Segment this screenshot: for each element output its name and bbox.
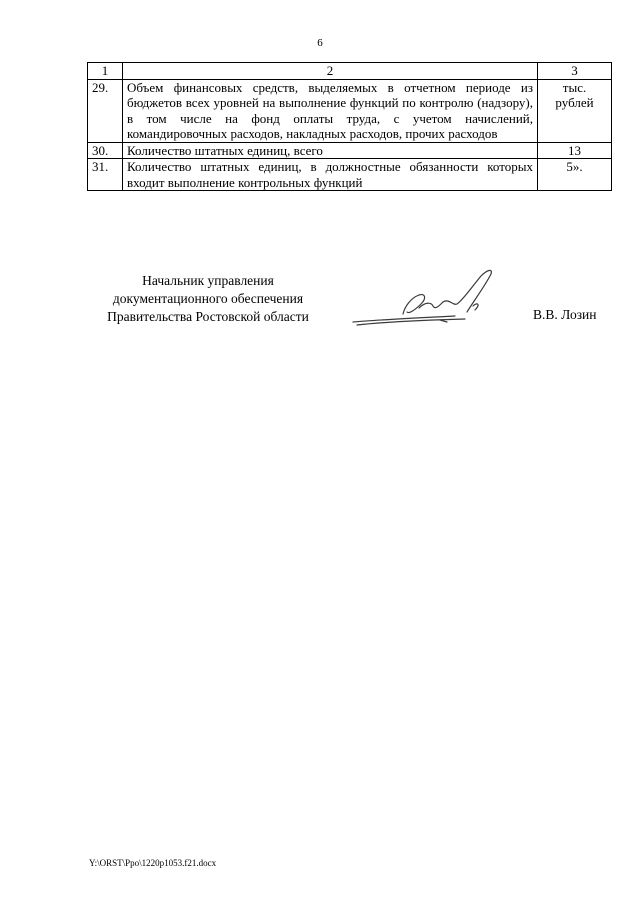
signature-position: [88, 272, 328, 326]
row-number: 29.: [88, 79, 123, 142]
row-description: Объем финансовых средств, выделяемых в отчетном периоде из бюджетов всех уровней на выполнение функций по контролю (надзору), в том числе на фонд оплаты труда, с учетом начислений, командировочных расходов, накладных расходов, прочих расходов: [123, 79, 538, 142]
table-row: [88, 159, 612, 191]
table-row: [88, 142, 612, 159]
table-header-row: [88, 63, 612, 80]
signer-name: В.В. Лозин: [533, 307, 597, 322]
position-line-1: Начальник управления: [142, 273, 274, 288]
page-number: 6: [317, 37, 323, 49]
position-line-3: Правительства Ростовской области: [107, 309, 309, 324]
data-table: [87, 62, 612, 191]
row-unit: 5».: [538, 159, 612, 191]
row-description: Количество штатных единиц, всего: [123, 142, 538, 159]
row-number: 30.: [88, 142, 123, 159]
row-description: Количество штатных единиц, в должностные обязанности которых входит выполнение контрольных функций: [123, 159, 538, 191]
position-line-2: документационного обеспечения: [112, 291, 304, 306]
file-path: Y:\ORST\Ppo\1220p1053.f21.docx: [89, 858, 217, 868]
handwritten-signature: [345, 262, 505, 334]
unit-line-1: тыс.: [562, 79, 587, 95]
row-unit: [538, 79, 612, 142]
table-row: [88, 79, 612, 142]
unit-line-2: рублей: [555, 95, 594, 110]
header-cell-1: 1: [88, 63, 123, 80]
row-number: 31.: [88, 159, 123, 191]
header-cell-2: 2: [123, 63, 538, 80]
header-cell-3: 3: [538, 63, 612, 80]
row-unit: 13: [538, 142, 612, 159]
